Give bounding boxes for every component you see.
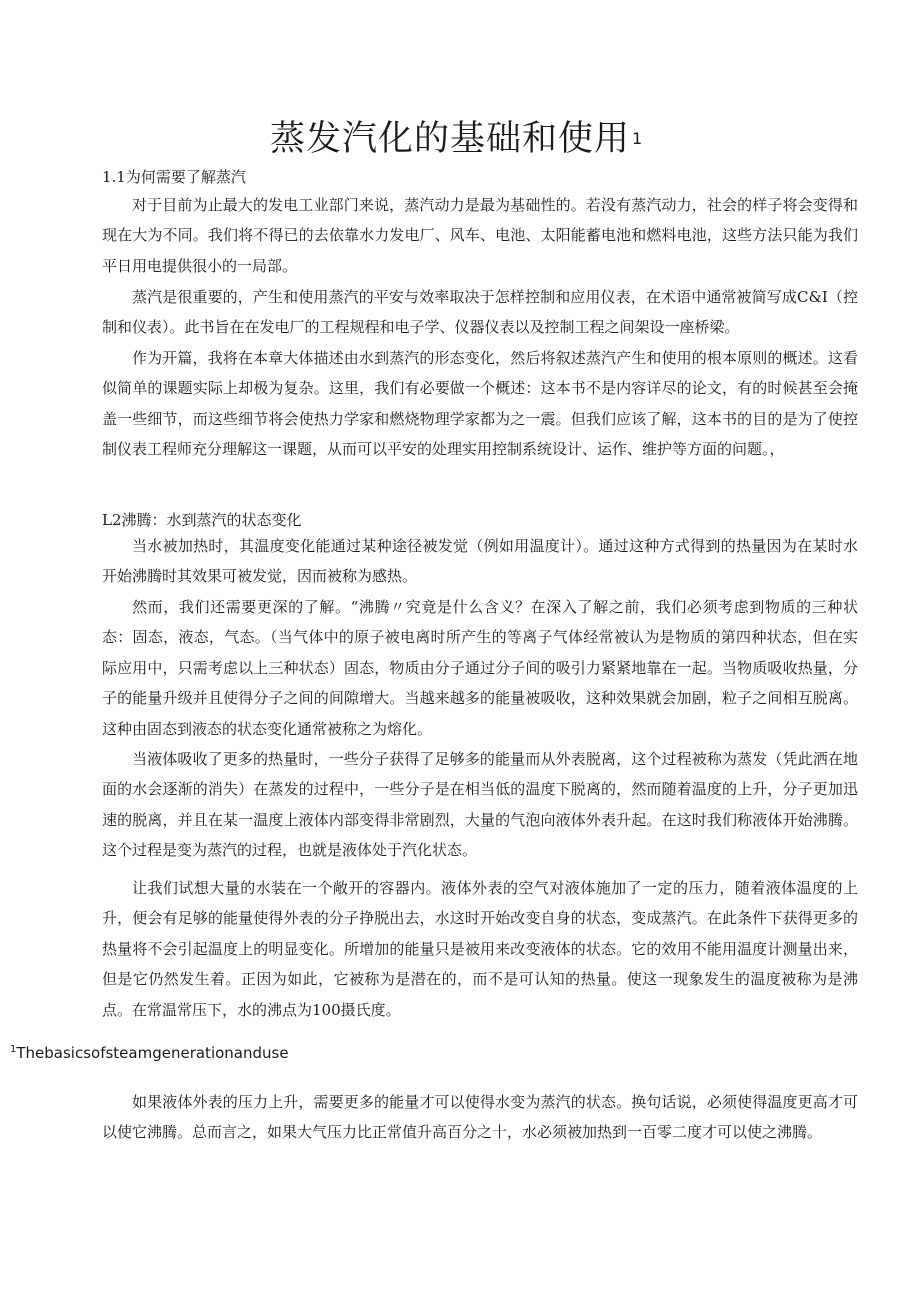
footnote bbox=[10, 1044, 289, 1062]
title-text: 蒸发汽化的基础和使用 bbox=[270, 119, 631, 160]
footnote-text: Thebasicsofsteamgenerationanduse bbox=[16, 1044, 289, 1062]
section-1-1-paragraph-2: 蒸汽是很重要的，产生和使用蒸汽的平安与效率取决于怎样控制和应用仪表，在术语中通常被简写成C&I（控制和仪表）。此书旨在在发电厂的工程规程和电子学、仪器仪表以及控制工程之间架设一座桥梁。 bbox=[102, 288, 858, 337]
footnote-mark: 1 bbox=[10, 1044, 17, 1055]
page-title bbox=[270, 111, 643, 161]
section-1-2-paragraph-3: 当液体吸收了更多的热量时，一些分子获得了足够多的能量而从外表脱离，这个过程被称为蒸发（凭此洒在地面的水会逐渐的消失）在蒸发的过程中，一些分子是在相当低的温度下脱离的，然而随着温度的上升，分子更加迅速的脱离，并且在某一温度上液体内部变得非常剧烈，大量的气泡向液体外表升起。在这时我们称液体开始沸腾。这个过程是变为蒸汽的过程，也就是液体处于汽化状态。 bbox=[102, 750, 858, 860]
section-1-1-paragraph-1: 对于目前为止最大的发电工业部门来说，蒸汽动力是最为基础性的。若没有蒸汽动力，社会的样子将会变得和现在大为不同。我们将不得已的去依靠水力发电厂、风车、电池、太阳能蓄电池和燃料电池，这些方法只能为我们平日用电提供很小的一局部。 bbox=[102, 196, 858, 275]
section-1-2-paragraph-2: 然而，我们还需要更深的了解。“沸腾〃究竟是什么含义？在深入了解之前，我们必须考虑到物质的三种状态：固态，液态，气态。（当气体中的原子被电离时所产生的等离子气体经常被认为是物质的第四种状态，但在实际应用中，只需考虑以上三种状态）固态，物质由分子通过分子间的吸引力紧紧地靠在一起。当物质吸收热量，分子的能量升级并且使得分子之间的间隙增大。当越来越多的能量被吸收，这种效果就会加剧，粒子之间相互脱离。这种由固态到液态的状态变化通常被称之为熔化。 bbox=[102, 598, 858, 738]
continuation-paragraph: 如果液体外表的压力上升，需要更多的能量才可以使得水变为蒸汽的状态。换句话说，必须使得温度更高才可以使它沸腾。总而言之，如果大气压力比正常值升高百分之十，水必须被加热到一百零二度才可以使之沸腾。 bbox=[102, 1093, 858, 1142]
section-1-2-paragraph-1: 当水被加热时，其温度变化能通过某种途径被发觉（例如用温度计）。通过这种方式得到的热量因为在某时水开始沸腾时其效果可被发觉，因而被称为感热。 bbox=[102, 537, 858, 586]
section-1-2-heading: L2沸腾：水到蒸汽的状态变化 bbox=[102, 511, 302, 529]
title-footnote-mark[interactable]: 1 bbox=[632, 129, 644, 149]
section-1-1-paragraph-3: 作为开篇，我将在本章大体描述由水到蒸汽的形态变化，然后将叙述蒸汽产生和使用的根本原则的概述。这看似简单的课题实际上却极为复杂。这里，我们有必要做一个概述：这本书不是内容详尽的论文，有的时候甚至会掩盖一些细节，而这些细节将会使热力学家和燃烧物理学家都为之一震。但我们应该了解，这本书的目的是为了使控制仪表工程师充分理解这一课题，从而可以平安的处理实用控制系统设计、运作、维护等方面的问题。， bbox=[102, 349, 858, 459]
section-1-1-heading: 1.1为何需要了解蒸汽 bbox=[102, 168, 246, 186]
section-1-2-paragraph-4: 让我们试想大量的水装在一个敞开的容器内。液体外表的空气对液体施加了一定的压力，随着液体温度的上升，便会有足够的能量使得外表的分子挣脱出去，水这时开始改变自身的状态，变成蒸汽。在此条件下获得更多的热量将不会引起温度上的明显变化。所增加的能量只是被用来改变液体的状态。它的效用不能用温度计测量出来，但是它仍然发生着。正因为如此，它被称为是潜在的，而不是可认知的热量。使这一现象发生的温度被称为是沸点。在常温常压下，水的沸点为100摄氏度。 bbox=[102, 879, 858, 1019]
